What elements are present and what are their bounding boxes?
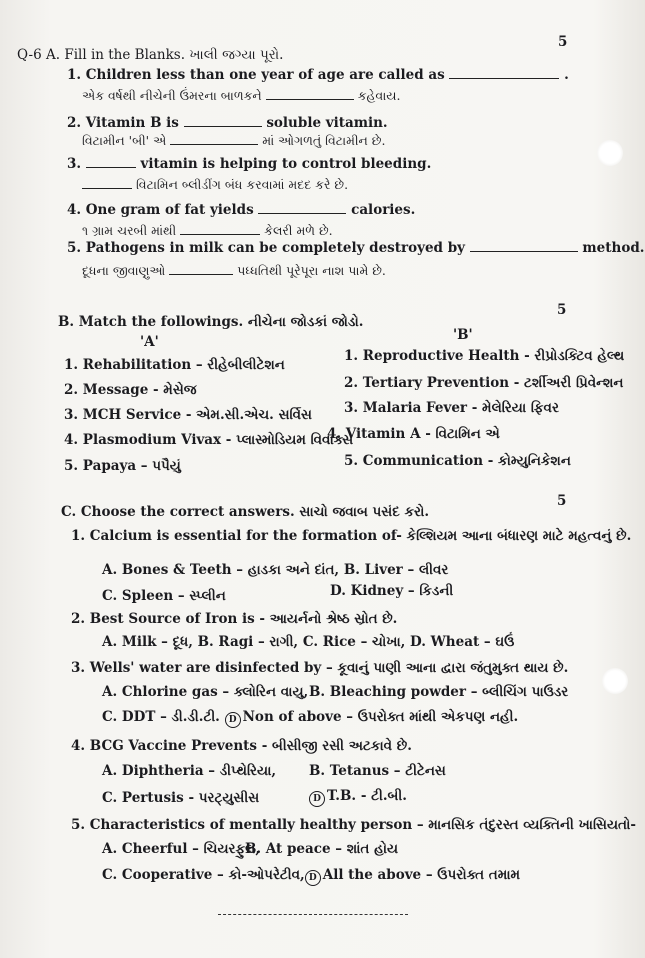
mcq-2-option: A. Milk – દૂધ, B. Ragi – રાગી, C. Rice – ચોખા, D. Wheat – ઘઉં (102, 634, 515, 650)
tick-mark-icon: D (225, 712, 241, 728)
tick-mark-icon: D (305, 870, 321, 886)
question-a1-en: 1. Children less than one year of age are called as . (67, 67, 569, 83)
column-a-header: 'A' (140, 334, 159, 350)
question-a4-en: 4. One gram of fat yields calories. (67, 202, 416, 218)
end-divider (218, 914, 408, 915)
column-b-header: 'B' (453, 327, 473, 343)
punch-hole (602, 668, 628, 694)
mcq-5-option: B. At peace – શાંત હોય (245, 841, 399, 857)
match-b-item: 5. Communication - કોમ્યુનિકેશન (344, 453, 571, 469)
section-b-marks: 5 (557, 302, 567, 318)
question-a5-en: 5. Pathogens in milk can be completely destroyed by method. (67, 240, 645, 256)
question-a1-gu: એક વર્ષથી નીચેની ઉંમરના બાળકને કહેવાય. (82, 88, 401, 103)
match-a-item: 2. Message - મેસેજ (64, 382, 197, 398)
mcq-5-option: A. Cheerful – ચિયરફુલ, (102, 841, 261, 857)
mcq-5-question: 5. Characteristics of mentally healthy person – માનસિક તંદુરસ્ત વ્યક્તિની ખાસિયતો- (71, 817, 636, 833)
question-a3-en: 3. vitamin is helping to control bleeding. (67, 156, 432, 172)
section-c-marks: 5 (557, 493, 567, 509)
question-a2-gu: વિટામીન 'બી' એ માં ઓગળતું વિટામીન છે. (82, 133, 386, 148)
match-b-item: 3. Malaria Fever - મેલેરિયા ફિવર (344, 400, 559, 416)
mcq-3-question: 3. Wells' water are disinfected by – કૂવાનું પાણી આના દ્વારા જંતુમુક્ત થાય છે. (71, 660, 569, 676)
mcq-1-option: C. Spleen – સ્પ્લીન (102, 588, 226, 604)
match-a-item: 4. Plasmodium Vivax - પ્લાસ્મોડિયમ વિવાક્સ (64, 432, 354, 448)
mcq-4-option: D T.B. - ટી.બી. (309, 787, 407, 807)
mcq-5-option: C. Cooperative – કો-ઓપરેટીવ, D All the above – ઉપરોક્ત તમામ (102, 866, 520, 886)
match-b-item: 4. Vitamin A - વિટામિન એ (327, 426, 500, 442)
punch-hole (597, 140, 623, 166)
section-a-title: Q-6 A. Fill in the Blanks. ખાલી જગ્યા પૂરો. (17, 47, 284, 63)
match-a-item: 5. Papaya – પપૈયું (64, 458, 181, 474)
section-c-title: C. Choose the correct answers. સાચો જવાબ પસંદ કરો. (61, 504, 430, 520)
mcq-1-option: A. Bones & Teeth – હાડકા અને દાંત, B. Liver – લીવર (102, 562, 449, 578)
mcq-2-question: 2. Best Source of Iron is - આયર્નનો શ્રેષ્ઠ સ્રોત છે. (71, 611, 398, 627)
question-a3-gu: વિટામિન બ્લીડીંગ બંધ કરવામાં મદદ કરે છે. (82, 176, 348, 194)
section-a-marks: 5 (558, 34, 568, 50)
question-a4-gu: ૧ ગ્રામ ચરબી માંથી કેલરી મળે છે. (82, 223, 333, 238)
match-b-item: 2. Tertiary Prevention - ટર્શીઅરી પ્રિવેન્શન (344, 375, 624, 391)
mcq-4-option: C. Pertusis - પરટ્યુસીસ (102, 790, 260, 806)
mcq-1-question: 1. Calcium is essential for the formation of- કેલ્શિયમ આના બંધારણ માટે મહત્વનું છે. (71, 528, 632, 544)
question-a5-gu: દૂધના જીવાણુઓ પધ્ધતિથી પૂરેપૂરા નાશ પામે છે. (82, 263, 386, 278)
mcq-3-option: B. Bleaching powder – બ્લીચિંગ પાઉડર (309, 684, 569, 700)
section-b-title: B. Match the followings. નીચેના જોડકાં જોડો. (58, 314, 364, 330)
mcq-4-option: B. Tetanus – ટીટેનસ (309, 763, 446, 779)
mcq-3-option: C. DDT – ડી.ડી.ટી. D Non of above – ઉપરોક્ત માંથી એકપણ નહી. (102, 708, 518, 728)
match-b-item: 1. Reproductive Health - રીપ્રોડક્ટિવ હેલ્થ (344, 348, 625, 364)
mcq-1-option: D. Kidney – કિડની (330, 583, 454, 599)
tick-mark-icon: D (309, 791, 325, 807)
match-a-item: 1. Rehabilitation – રીહેબીલીટેશન (64, 357, 285, 373)
mcq-3-option: A. Chlorine gas – ક્લોરિન વાયુ, (102, 684, 309, 700)
mcq-4-question: 4. BCG Vaccine Prevents - બીસીજી રસી અટકાવે છે. (71, 738, 412, 754)
question-a2-en: 2. Vitamin B is soluble vitamin. (67, 115, 388, 131)
match-a-item: 3. MCH Service - એમ.સી.એચ. સર્વિસ (64, 407, 312, 423)
mcq-4-option: A. Diphtheria – ડીપ્થેરિયા, (102, 763, 277, 779)
